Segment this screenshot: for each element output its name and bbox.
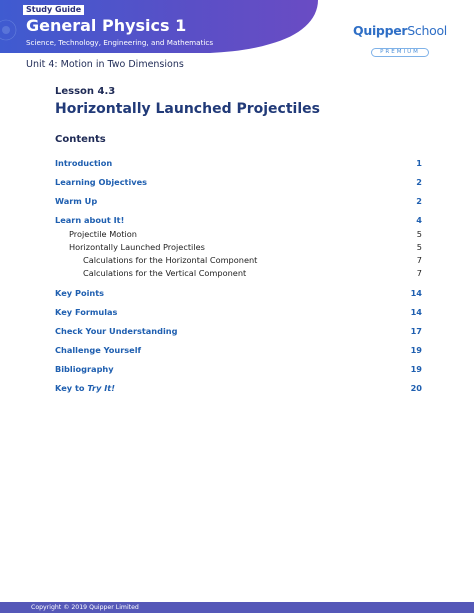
toc-entry-page: 5 <box>416 229 422 239</box>
logo-brand: Quipper <box>353 23 408 38</box>
toc-entry-label: Check Your Understanding <box>55 326 178 336</box>
toc-entry[interactable] <box>55 176 422 188</box>
quipper-school-logo <box>352 24 448 57</box>
toc-entry-page: 17 <box>410 326 422 336</box>
toc-entry-label: Learn about It! <box>55 215 125 225</box>
toc-entry-label: Challenge Yourself <box>55 345 142 355</box>
toc-entry-label: Introduction <box>55 158 113 168</box>
toc-entry-page: 7 <box>416 268 422 278</box>
study-guide-badge: Study Guide <box>23 5 84 15</box>
course-subtitle: Science, Technology, Engineering, and Mathematics <box>26 38 214 47</box>
toc-entry-page: 1 <box>416 158 422 168</box>
toc-entry-page: 7 <box>416 255 422 265</box>
footer-bar <box>0 602 474 613</box>
logo-premium-badge: PREMIUM <box>371 48 429 57</box>
logo-wordmark <box>352 24 448 38</box>
toc-entry[interactable] <box>55 382 422 394</box>
toc-subentry[interactable] <box>55 254 422 266</box>
toc-entry[interactable] <box>55 363 422 375</box>
toc-subentry[interactable] <box>55 267 422 279</box>
toc-entry-label: Warm Up <box>55 196 98 206</box>
toc-entry[interactable] <box>55 195 422 207</box>
toc-entry-page: 19 <box>410 345 422 355</box>
toc-entry[interactable] <box>55 325 422 337</box>
lesson-number: Lesson 4.3 <box>55 86 116 97</box>
lesson-title: Horizontally Launched Projectiles <box>55 101 320 117</box>
toc-entry-label: Horizontally Launched Projectiles <box>69 242 205 252</box>
toc-entry-page: 5 <box>416 242 422 252</box>
toc-entry-label: Projectile Motion <box>69 229 137 239</box>
unit-title: Unit 4: Motion in Two Dimensions <box>26 59 184 70</box>
copyright-text: Copyright © 2019 Quipper Limited <box>31 604 139 611</box>
toc-entry-page: 2 <box>416 196 422 206</box>
toc-entry-page: 2 <box>416 177 422 187</box>
toc-entry[interactable] <box>55 157 422 169</box>
toc-entry-label: Key to Try It! <box>55 383 115 393</box>
toc-entry-label: Calculations for the Vertical Component <box>83 268 247 278</box>
toc-entry-label: Key Points <box>55 288 104 298</box>
toc-entry-page: 20 <box>410 383 422 393</box>
toc-entry-page: 4 <box>416 215 422 225</box>
toc-entry-page: 14 <box>410 307 422 317</box>
toc-entry-label: Key Formulas <box>55 307 118 317</box>
toc-entry[interactable] <box>55 344 422 356</box>
toc-entry[interactable] <box>55 306 422 318</box>
contents-heading: Contents <box>55 134 106 145</box>
toc-subentry[interactable] <box>55 228 422 240</box>
logo-suffix: School <box>407 23 447 38</box>
toc-entry-label: Learning Objectives <box>55 177 148 187</box>
toc-entry-label: Bibliography <box>55 364 114 374</box>
toc-subentry[interactable] <box>55 241 422 253</box>
toc-entry-page: 19 <box>410 364 422 374</box>
toc-entry-label: Calculations for the Horizontal Component <box>83 255 258 265</box>
course-title: General Physics 1 <box>26 16 187 35</box>
toc-entry[interactable] <box>55 287 422 299</box>
toc-entry[interactable] <box>55 214 422 226</box>
toc-entry-page: 14 <box>410 288 422 298</box>
